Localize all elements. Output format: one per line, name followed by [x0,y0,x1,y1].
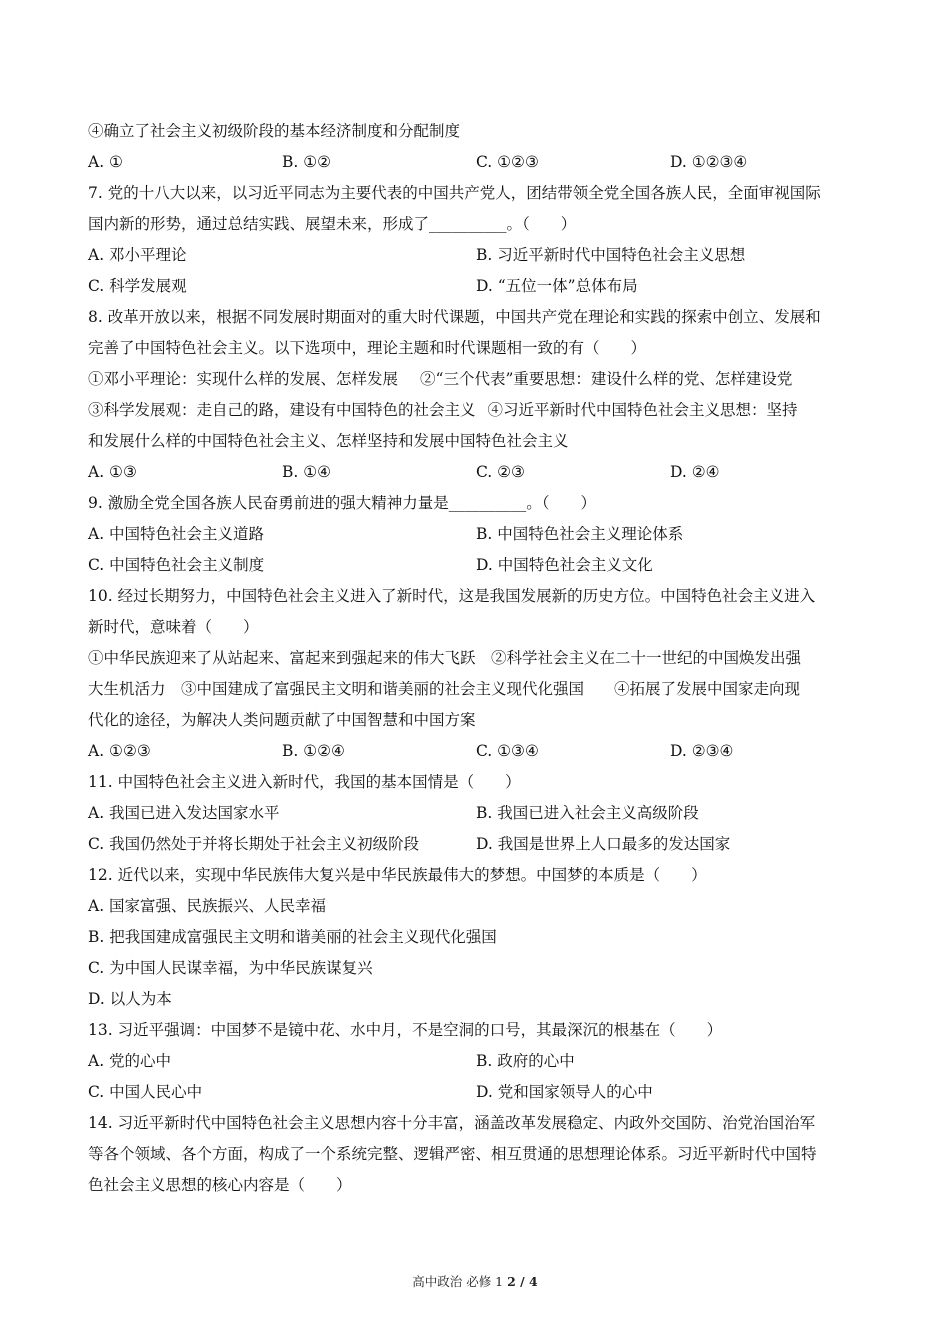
q7-options-row-2 [88,271,864,302]
q8-item-4: ④习近平新时代中国特色社会主义思想：坚持 [487,401,798,419]
q8-items-2 [88,395,864,426]
q11-option-a: A. 我国已进入发达国家水平 [88,804,280,822]
q13-options-row-1 [88,1046,864,1077]
q7-option-b: B. 习近平新时代中国特色社会主义思想 [476,246,746,264]
q10-option-c: C. ①③④ [476,742,539,760]
q8-option-b: B. ①④ [282,463,332,481]
q14-stem-2: 等各个领域、各个方面，构成了一个系统完整、逻辑严密、相互贯通的思想理论体系。习近平新时代中国特 [88,1145,817,1163]
q7-option-c: C. 科学发展观 [88,277,187,295]
q9-option-c: C. 中国特色社会主义制度 [88,556,265,574]
q7-options-row-1 [88,240,864,271]
q11-option-d: D. 我国是世界上人口最多的发达国家 [476,835,731,853]
q9-option-d: D. 中国特色社会主义文化 [476,556,653,574]
q14-stem-3: 色社会主义思想的核心内容是（ ） [88,1176,352,1194]
q10-items-3: 代化的途径，为解决人类问题贡献了中国智慧和中国方案 [88,711,476,729]
q10-options [88,736,864,767]
q8-item-2: ②“三个代表”重要思想：建设什么样的党、怎样建设党 [420,370,793,388]
q7-option-a: A. 邓小平理论 [88,246,187,264]
page-footer [0,1272,950,1290]
q8-items-3: 和发展什么样的中国特色社会主义、怎样坚持和发展中国特色社会主义 [88,432,569,450]
q10-item-3: 大生机活力 ③中国建成了富强民主文明和谐美丽的社会主义现代化强国 [88,680,585,698]
q9-stem: 9. 激励全党全国各族人民奋勇前进的强大精神力量是__________。（ ） [88,494,596,512]
q8-item-1: ①邓小平理论：实现什么样的发展、怎样发展 [88,370,399,388]
q13-option-d: D. 党和国家领导人的心中 [476,1083,653,1101]
q6-option-c: C. ①②③ [476,153,539,171]
q12-option-d: D. 以人为本 [88,990,172,1008]
page-number: 2 / 4 [507,1274,538,1289]
q9-option-a: A. 中国特色社会主义道路 [88,525,265,543]
q6-options [88,147,864,178]
footer-label: 高中政治 必修 1 [412,1274,508,1289]
q13-option-a: A. 党的心中 [88,1052,172,1070]
q13-option-b: B. 政府的心中 [476,1052,575,1070]
q7-stem-2: 国内新的形势，通过总结实践、展望未来，形成了__________。（ ） [88,215,577,233]
q14-stem-1: 14. 习近平新时代中国特色社会主义思想内容十分丰富，涵盖改革发展稳定、内政外交国防、治党治国治军 [88,1114,816,1132]
q8-stem-1: 8. 改革开放以来，根据不同发展时期面对的重大时代课题，中国共产党在理论和实践的探索中创立、发展和 [88,308,821,326]
q10-items-1: ①中华民族迎来了从站起来、富起来到强起来的伟大飞跃 ②科学社会主义在二十一世纪的中国焕发出强 [88,649,802,667]
q8-option-d: D. ②④ [670,463,720,481]
q8-stem-2: 完善了中国特色社会主义。以下选项中，理论主题和时代课题相一致的有（ ） [88,339,647,357]
q11-options-row-2 [88,829,864,860]
q9-options-row-2 [88,550,864,581]
q7-option-d: D. “五位一体”总体布局 [476,277,638,295]
q7-stem-1: 7. 党的十八大以来，以习近平同志为主要代表的中国共产党人，团结带领全党全国各族人民，全面审视国际 [88,184,821,202]
q10-option-d: D. ②③④ [670,742,734,760]
q8-item-3: ③科学发展观：走自己的路，建设有中国特色的社会主义 [88,401,476,419]
q12-option-c: C. 为中国人民谋幸福，为中华民族谋复兴 [88,959,373,977]
q6-item-4: ④确立了社会主义初级阶段的基本经济制度和分配制度 [88,122,461,140]
q8-option-a: A. ①③ [88,463,137,481]
q10-option-a: A. ①②③ [88,742,151,760]
q13-stem: 13. 习近平强调：中国梦不是镜中花、水中月，不是空洞的口号，其最深沉的根基在（ ） [88,1021,723,1039]
q9-option-b: B. 中国特色社会主义理论体系 [476,525,684,543]
q11-option-c: C. 我国仍然处于并将长期处于社会主义初级阶段 [88,835,420,853]
q12-stem: 12. 近代以来，实现中华民族伟大复兴是中华民族最伟大的梦想。中国梦的本质是（ ） [88,866,707,884]
q12-option-b: B. 把我国建成富强民主文明和谐美丽的社会主义现代化强国 [88,928,497,946]
q8-options [88,457,864,488]
q6-option-d: D. ①②③④ [670,153,748,171]
q10-option-b: B. ①②④ [282,742,345,760]
q6-option-b: B. ①② [282,153,332,171]
question-content [88,116,864,1201]
q8-option-c: C. ②③ [476,463,525,481]
q10-stem-1: 10. 经过长期努力，中国特色社会主义进入了新时代，这是我国发展新的历史方位。中国特色社会主义进入 [88,587,816,605]
q8-items-1 [88,364,864,395]
q10-items-2 [88,674,864,705]
q11-options-row-1 [88,798,864,829]
q10-stem-2: 新时代，意味着（ ） [88,618,259,636]
q13-options-row-2 [88,1077,864,1108]
q12-option-a: A. 国家富强、民族振兴、人民幸福 [88,897,327,915]
q11-stem: 11. 中国特色社会主义进入新时代，我国的基本国情是（ ） [88,773,521,791]
q13-option-c: C. 中国人民心中 [88,1083,203,1101]
q11-option-b: B. 我国已进入社会主义高级阶段 [476,804,699,822]
q10-item-4: ④拓展了发展中国家走向现 [614,680,801,698]
q9-options-row-1 [88,519,864,550]
q6-option-a: A. ① [88,153,123,171]
